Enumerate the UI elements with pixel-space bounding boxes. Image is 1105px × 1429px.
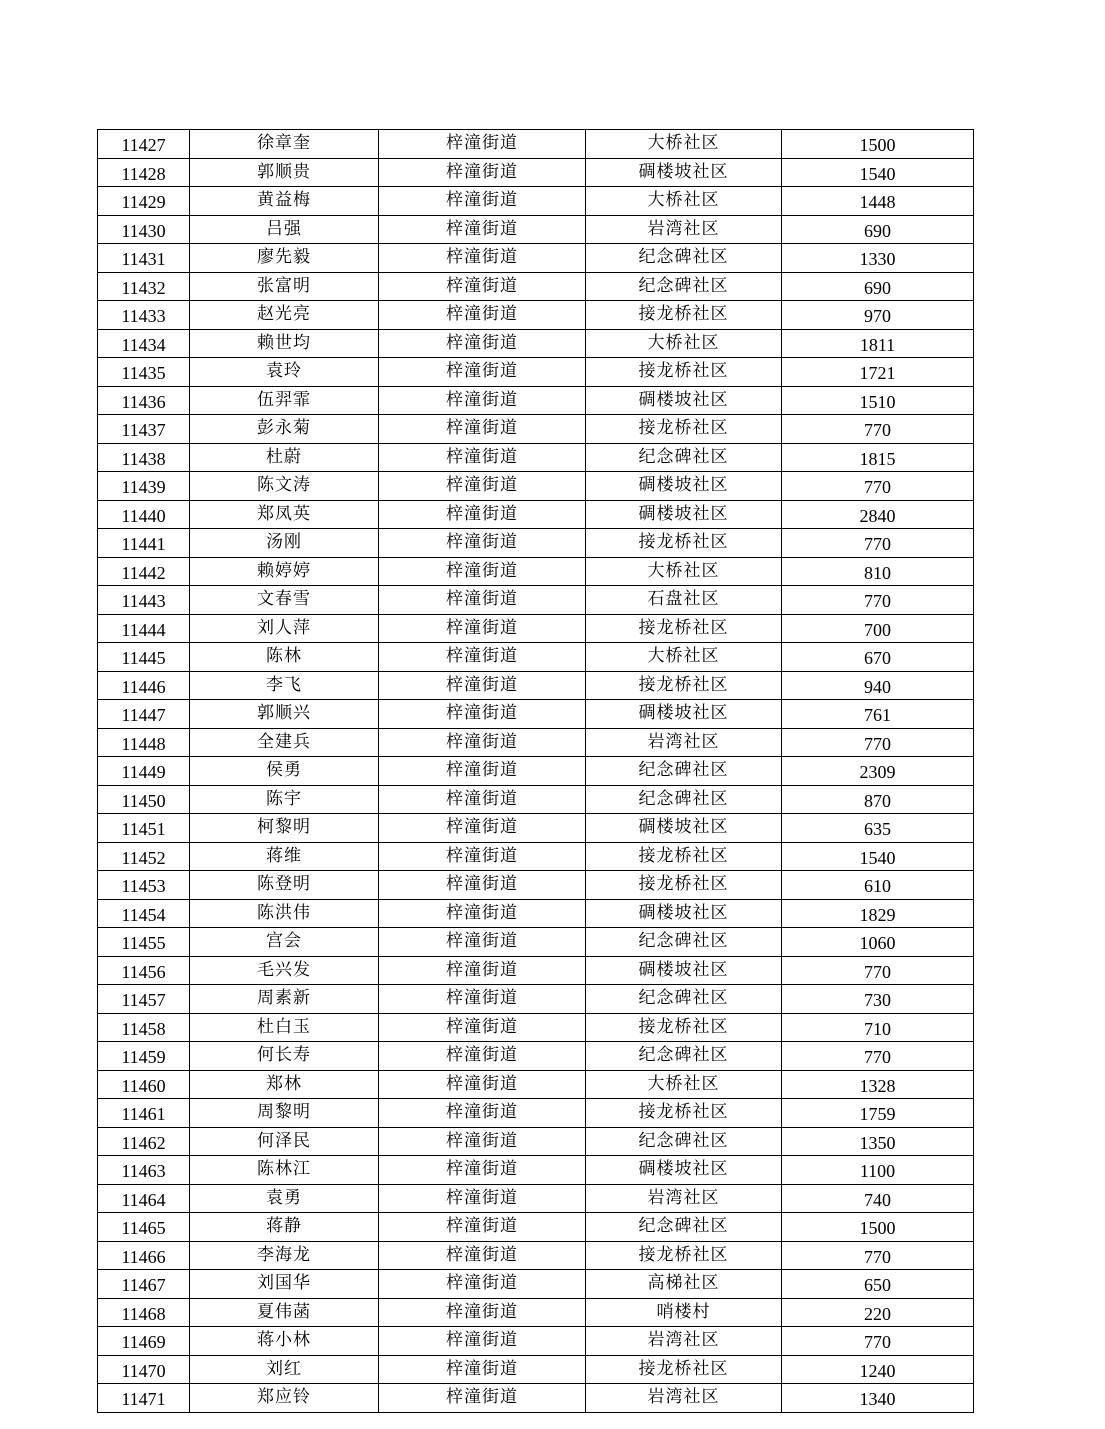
amount-cell: 1721: [782, 358, 974, 387]
amount-cell: 770: [782, 1042, 974, 1071]
data-sheet: [97, 129, 973, 1413]
serial-number-cell: 11434: [98, 329, 190, 358]
name-cell: 蒋小林: [190, 1327, 379, 1356]
amount-cell: 870: [782, 785, 974, 814]
name-cell: 刘国华: [190, 1270, 379, 1299]
table-row: [98, 301, 974, 330]
subdistrict-cell: 梓潼街道: [379, 443, 586, 472]
name-cell: 陈登明: [190, 871, 379, 900]
serial-number-cell: 11470: [98, 1355, 190, 1384]
table-row: [98, 1384, 974, 1413]
subdistrict-cell: 梓潼街道: [379, 1070, 586, 1099]
community-cell: 碉楼坡社区: [586, 386, 782, 415]
subdistrict-cell: 梓潼街道: [379, 1298, 586, 1327]
table-row: [98, 415, 974, 444]
community-cell: 纪念碑社区: [586, 985, 782, 1014]
table-row: [98, 1213, 974, 1242]
amount-cell: 1510: [782, 386, 974, 415]
subdistrict-cell: 梓潼街道: [379, 757, 586, 786]
serial-number-cell: 11439: [98, 472, 190, 501]
amount-cell: 770: [782, 586, 974, 615]
name-cell: 郑凤英: [190, 500, 379, 529]
serial-number-cell: 11460: [98, 1070, 190, 1099]
serial-number-cell: 11463: [98, 1156, 190, 1185]
subdistrict-cell: 梓潼街道: [379, 272, 586, 301]
name-cell: 伍羿霏: [190, 386, 379, 415]
name-cell: 郭顺贵: [190, 158, 379, 187]
table-row: [98, 529, 974, 558]
table-row: [98, 1270, 974, 1299]
name-cell: 宫会: [190, 928, 379, 957]
subdistrict-cell: 梓潼街道: [379, 1384, 586, 1413]
name-cell: 赵光亮: [190, 301, 379, 330]
serial-number-cell: 11441: [98, 529, 190, 558]
table-row: [98, 899, 974, 928]
community-cell: 接龙桥社区: [586, 842, 782, 871]
community-cell: 接龙桥社区: [586, 1013, 782, 1042]
serial-number-cell: 11429: [98, 187, 190, 216]
serial-number-cell: 11456: [98, 956, 190, 985]
subdistrict-cell: 梓潼街道: [379, 928, 586, 957]
serial-number-cell: 11438: [98, 443, 190, 472]
amount-cell: 1815: [782, 443, 974, 472]
table-row: [98, 472, 974, 501]
serial-number-cell: 11451: [98, 814, 190, 843]
amount-cell: 710: [782, 1013, 974, 1042]
table-row: [98, 1042, 974, 1071]
subdistrict-cell: 梓潼街道: [379, 557, 586, 586]
table-row: [98, 1241, 974, 1270]
amount-cell: 940: [782, 671, 974, 700]
name-cell: 刘人萍: [190, 614, 379, 643]
community-cell: 纪念碑社区: [586, 1127, 782, 1156]
amount-cell: 1500: [782, 130, 974, 159]
table-row: [98, 700, 974, 729]
serial-number-cell: 11469: [98, 1327, 190, 1356]
table-row: [98, 1127, 974, 1156]
serial-number-cell: 11436: [98, 386, 190, 415]
subdistrict-cell: 梓潼街道: [379, 700, 586, 729]
name-cell: 郑应铃: [190, 1384, 379, 1413]
community-cell: 接龙桥社区: [586, 871, 782, 900]
amount-cell: 1759: [782, 1099, 974, 1128]
name-cell: 文春雪: [190, 586, 379, 615]
subdistrict-cell: 梓潼街道: [379, 671, 586, 700]
table-row: [98, 928, 974, 957]
name-cell: 蒋静: [190, 1213, 379, 1242]
subdistrict-cell: 梓潼街道: [379, 1099, 586, 1128]
table-body: [98, 130, 974, 1413]
community-cell: 接龙桥社区: [586, 358, 782, 387]
subdistrict-cell: 梓潼街道: [379, 814, 586, 843]
community-cell: 碉楼坡社区: [586, 899, 782, 928]
subdistrict-cell: 梓潼街道: [379, 842, 586, 871]
community-cell: 纪念碑社区: [586, 928, 782, 957]
serial-number-cell: 11427: [98, 130, 190, 159]
community-cell: 哨楼村: [586, 1298, 782, 1327]
table-row: [98, 386, 974, 415]
serial-number-cell: 11465: [98, 1213, 190, 1242]
name-cell: 杜白玉: [190, 1013, 379, 1042]
subdistrict-cell: 梓潼街道: [379, 728, 586, 757]
table-row: [98, 130, 974, 159]
amount-cell: 770: [782, 1241, 974, 1270]
community-cell: 接龙桥社区: [586, 1241, 782, 1270]
subdistrict-cell: 梓潼街道: [379, 1127, 586, 1156]
serial-number-cell: 11444: [98, 614, 190, 643]
community-cell: 接龙桥社区: [586, 415, 782, 444]
subdistrict-cell: 梓潼街道: [379, 500, 586, 529]
community-cell: 纪念碑社区: [586, 443, 782, 472]
name-cell: 廖先毅: [190, 244, 379, 273]
subdistrict-cell: 梓潼街道: [379, 614, 586, 643]
serial-number-cell: 11458: [98, 1013, 190, 1042]
serial-number-cell: 11453: [98, 871, 190, 900]
amount-cell: 770: [782, 1327, 974, 1356]
serial-number-cell: 11461: [98, 1099, 190, 1128]
amount-cell: 1448: [782, 187, 974, 216]
amount-cell: 1330: [782, 244, 974, 273]
table-row: [98, 1184, 974, 1213]
name-cell: 侯勇: [190, 757, 379, 786]
table-row: [98, 557, 974, 586]
amount-cell: 690: [782, 215, 974, 244]
community-cell: 大桥社区: [586, 643, 782, 672]
serial-number-cell: 11437: [98, 415, 190, 444]
name-cell: 陈洪伟: [190, 899, 379, 928]
amount-cell: 770: [782, 728, 974, 757]
community-cell: 大桥社区: [586, 557, 782, 586]
community-cell: 大桥社区: [586, 187, 782, 216]
subdistrict-cell: 梓潼街道: [379, 187, 586, 216]
amount-cell: 970: [782, 301, 974, 330]
name-cell: 李海龙: [190, 1241, 379, 1270]
subdistrict-cell: 梓潼街道: [379, 1213, 586, 1242]
table-row: [98, 358, 974, 387]
table-row: [98, 671, 974, 700]
serial-number-cell: 11442: [98, 557, 190, 586]
table-row: [98, 1013, 974, 1042]
serial-number-cell: 11466: [98, 1241, 190, 1270]
table-row: [98, 272, 974, 301]
name-cell: 陈林: [190, 643, 379, 672]
serial-number-cell: 11431: [98, 244, 190, 273]
table-row: [98, 1298, 974, 1327]
table-row: [98, 329, 974, 358]
subdistrict-cell: 梓潼街道: [379, 472, 586, 501]
table-row: [98, 215, 974, 244]
name-cell: 赖世均: [190, 329, 379, 358]
table-row: [98, 814, 974, 843]
serial-number-cell: 11446: [98, 671, 190, 700]
amount-cell: 220: [782, 1298, 974, 1327]
data-table: [97, 129, 974, 1413]
name-cell: 赖婷婷: [190, 557, 379, 586]
subdistrict-cell: 梓潼街道: [379, 871, 586, 900]
table-row: [98, 956, 974, 985]
community-cell: 纪念碑社区: [586, 272, 782, 301]
subdistrict-cell: 梓潼街道: [379, 386, 586, 415]
name-cell: 郑林: [190, 1070, 379, 1099]
subdistrict-cell: 梓潼街道: [379, 899, 586, 928]
community-cell: 碉楼坡社区: [586, 472, 782, 501]
serial-number-cell: 11457: [98, 985, 190, 1014]
table-row: [98, 244, 974, 273]
amount-cell: 1540: [782, 158, 974, 187]
community-cell: 纪念碑社区: [586, 757, 782, 786]
subdistrict-cell: 梓潼街道: [379, 956, 586, 985]
table-row: [98, 871, 974, 900]
amount-cell: 670: [782, 643, 974, 672]
name-cell: 陈宇: [190, 785, 379, 814]
table-row: [98, 757, 974, 786]
subdistrict-cell: 梓潼街道: [379, 1013, 586, 1042]
name-cell: 何长寿: [190, 1042, 379, 1071]
community-cell: 纪念碑社区: [586, 1213, 782, 1242]
amount-cell: 810: [782, 557, 974, 586]
serial-number-cell: 11468: [98, 1298, 190, 1327]
subdistrict-cell: 梓潼街道: [379, 785, 586, 814]
community-cell: 接龙桥社区: [586, 529, 782, 558]
name-cell: 夏伟菡: [190, 1298, 379, 1327]
table-row: [98, 1156, 974, 1185]
table-row: [98, 1327, 974, 1356]
amount-cell: 2840: [782, 500, 974, 529]
community-cell: 岩湾社区: [586, 728, 782, 757]
table-row: [98, 614, 974, 643]
name-cell: 袁勇: [190, 1184, 379, 1213]
serial-number-cell: 11447: [98, 700, 190, 729]
table-row: [98, 985, 974, 1014]
community-cell: 纪念碑社区: [586, 244, 782, 273]
amount-cell: 770: [782, 415, 974, 444]
subdistrict-cell: 梓潼街道: [379, 244, 586, 273]
amount-cell: 740: [782, 1184, 974, 1213]
community-cell: 碉楼坡社区: [586, 814, 782, 843]
serial-number-cell: 11445: [98, 643, 190, 672]
serial-number-cell: 11440: [98, 500, 190, 529]
amount-cell: 770: [782, 529, 974, 558]
table-row: [98, 586, 974, 615]
amount-cell: 1829: [782, 899, 974, 928]
amount-cell: 610: [782, 871, 974, 900]
community-cell: 碉楼坡社区: [586, 158, 782, 187]
community-cell: 接龙桥社区: [586, 1099, 782, 1128]
serial-number-cell: 11430: [98, 215, 190, 244]
subdistrict-cell: 梓潼街道: [379, 529, 586, 558]
table-row: [98, 500, 974, 529]
name-cell: 李飞: [190, 671, 379, 700]
amount-cell: 1328: [782, 1070, 974, 1099]
community-cell: 大桥社区: [586, 329, 782, 358]
community-cell: 接龙桥社区: [586, 671, 782, 700]
subdistrict-cell: 梓潼街道: [379, 301, 586, 330]
subdistrict-cell: 梓潼街道: [379, 1184, 586, 1213]
amount-cell: 700: [782, 614, 974, 643]
serial-number-cell: 11462: [98, 1127, 190, 1156]
table-row: [98, 1099, 974, 1128]
serial-number-cell: 11428: [98, 158, 190, 187]
serial-number-cell: 11454: [98, 899, 190, 928]
amount-cell: 1100: [782, 1156, 974, 1185]
amount-cell: 1350: [782, 1127, 974, 1156]
community-cell: 接龙桥社区: [586, 614, 782, 643]
amount-cell: 1811: [782, 329, 974, 358]
amount-cell: 770: [782, 472, 974, 501]
serial-number-cell: 11455: [98, 928, 190, 957]
name-cell: 全建兵: [190, 728, 379, 757]
name-cell: 柯黎明: [190, 814, 379, 843]
amount-cell: 770: [782, 956, 974, 985]
subdistrict-cell: 梓潼街道: [379, 358, 586, 387]
name-cell: 杜蔚: [190, 443, 379, 472]
name-cell: 陈文涛: [190, 472, 379, 501]
subdistrict-cell: 梓潼街道: [379, 329, 586, 358]
subdistrict-cell: 梓潼街道: [379, 1327, 586, 1356]
community-cell: 岩湾社区: [586, 1184, 782, 1213]
community-cell: 碉楼坡社区: [586, 956, 782, 985]
name-cell: 张富明: [190, 272, 379, 301]
table-row: [98, 842, 974, 871]
table-row: [98, 785, 974, 814]
subdistrict-cell: 梓潼街道: [379, 1355, 586, 1384]
serial-number-cell: 11448: [98, 728, 190, 757]
amount-cell: 761: [782, 700, 974, 729]
subdistrict-cell: 梓潼街道: [379, 415, 586, 444]
community-cell: 岩湾社区: [586, 1327, 782, 1356]
name-cell: 彭永菊: [190, 415, 379, 444]
community-cell: 大桥社区: [586, 130, 782, 159]
table-row: [98, 158, 974, 187]
serial-number-cell: 11467: [98, 1270, 190, 1299]
subdistrict-cell: 梓潼街道: [379, 586, 586, 615]
amount-cell: 635: [782, 814, 974, 843]
table-row: [98, 643, 974, 672]
amount-cell: 730: [782, 985, 974, 1014]
name-cell: 周素新: [190, 985, 379, 1014]
serial-number-cell: 11452: [98, 842, 190, 871]
community-cell: 碉楼坡社区: [586, 700, 782, 729]
table-row: [98, 1355, 974, 1384]
table-row: [98, 1070, 974, 1099]
subdistrict-cell: 梓潼街道: [379, 985, 586, 1014]
serial-number-cell: 11459: [98, 1042, 190, 1071]
amount-cell: 1340: [782, 1384, 974, 1413]
serial-number-cell: 11432: [98, 272, 190, 301]
name-cell: 毛兴发: [190, 956, 379, 985]
name-cell: 刘红: [190, 1355, 379, 1384]
name-cell: 蒋维: [190, 842, 379, 871]
community-cell: 接龙桥社区: [586, 301, 782, 330]
community-cell: 纪念碑社区: [586, 785, 782, 814]
serial-number-cell: 11471: [98, 1384, 190, 1413]
serial-number-cell: 11443: [98, 586, 190, 615]
community-cell: 碉楼坡社区: [586, 500, 782, 529]
amount-cell: 2309: [782, 757, 974, 786]
subdistrict-cell: 梓潼街道: [379, 1241, 586, 1270]
community-cell: 纪念碑社区: [586, 1042, 782, 1071]
subdistrict-cell: 梓潼街道: [379, 1042, 586, 1071]
amount-cell: 1540: [782, 842, 974, 871]
serial-number-cell: 11449: [98, 757, 190, 786]
amount-cell: 1500: [782, 1213, 974, 1242]
table-row: [98, 187, 974, 216]
subdistrict-cell: 梓潼街道: [379, 643, 586, 672]
serial-number-cell: 11450: [98, 785, 190, 814]
community-cell: 高梯社区: [586, 1270, 782, 1299]
serial-number-cell: 11433: [98, 301, 190, 330]
subdistrict-cell: 梓潼街道: [379, 215, 586, 244]
table-row: [98, 728, 974, 757]
amount-cell: 1240: [782, 1355, 974, 1384]
subdistrict-cell: 梓潼街道: [379, 1270, 586, 1299]
subdistrict-cell: 梓潼街道: [379, 1156, 586, 1185]
community-cell: 接龙桥社区: [586, 1355, 782, 1384]
name-cell: 黄益梅: [190, 187, 379, 216]
name-cell: 汤刚: [190, 529, 379, 558]
community-cell: 碉楼坡社区: [586, 1156, 782, 1185]
community-cell: 大桥社区: [586, 1070, 782, 1099]
subdistrict-cell: 梓潼街道: [379, 130, 586, 159]
serial-number-cell: 11435: [98, 358, 190, 387]
community-cell: 岩湾社区: [586, 1384, 782, 1413]
name-cell: 袁玲: [190, 358, 379, 387]
community-cell: 石盘社区: [586, 586, 782, 615]
serial-number-cell: 11464: [98, 1184, 190, 1213]
name-cell: 陈林江: [190, 1156, 379, 1185]
name-cell: 郭顺兴: [190, 700, 379, 729]
name-cell: 吕强: [190, 215, 379, 244]
table-row: [98, 443, 974, 472]
name-cell: 周黎明: [190, 1099, 379, 1128]
name-cell: 何泽民: [190, 1127, 379, 1156]
amount-cell: 690: [782, 272, 974, 301]
name-cell: 徐章奎: [190, 130, 379, 159]
amount-cell: 1060: [782, 928, 974, 957]
community-cell: 岩湾社区: [586, 215, 782, 244]
amount-cell: 650: [782, 1270, 974, 1299]
subdistrict-cell: 梓潼街道: [379, 158, 586, 187]
